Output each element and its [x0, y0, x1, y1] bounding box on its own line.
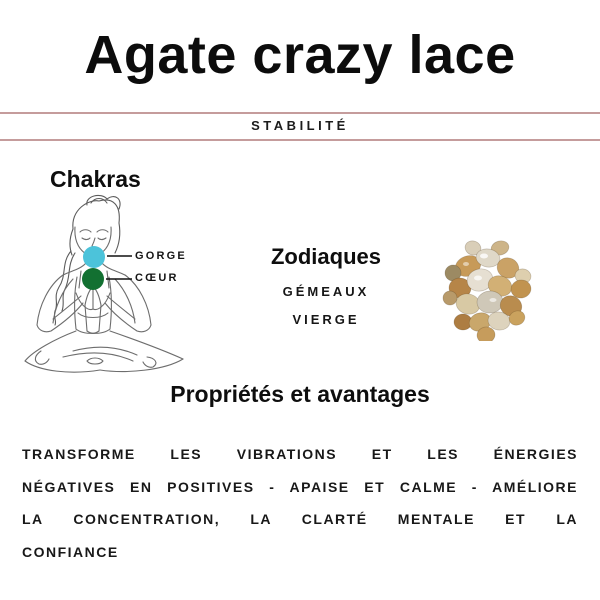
agate-stones-image [438, 236, 538, 341]
zodiac-heading: Zodiaques [270, 244, 381, 269]
page-title: Agate crazy lace [84, 25, 516, 85]
zodiac-section [240, 244, 412, 340]
throat-chakra-dot [83, 246, 105, 268]
divider-rule-bottom [0, 139, 600, 141]
zodiac-item-gemeaux: GÉMEAUX [282, 284, 370, 299]
meditation-figure-illustration [15, 193, 210, 375]
property-line: NÉGATIVES EN POSITIVES - APAISE ET CALME - AMÉLIORE [22, 478, 578, 495]
property-line: CONFIANCE [22, 543, 119, 560]
divider-keyword: STABILITÉ [251, 118, 349, 133]
zodiac-item-vierge: VIERGE [292, 312, 360, 327]
heart-chakra-dot [82, 268, 104, 290]
property-line: LA CONCENTRATION, LA CLARTÉ MENTALE ET LA [22, 511, 578, 527]
divider-rule-top [0, 112, 600, 114]
properties-heading: Propriétés et avantages [170, 381, 430, 407]
chakra-label-gorge: GORGE [135, 250, 187, 262]
chakras-heading: Chakras [50, 166, 141, 192]
properties-paragraph [22, 438, 578, 568]
chakra-label-coeur: CŒUR [135, 272, 179, 284]
property-line: TRANSFORME LES VIBRATIONS ET LES ÉNERGIES [22, 446, 578, 462]
